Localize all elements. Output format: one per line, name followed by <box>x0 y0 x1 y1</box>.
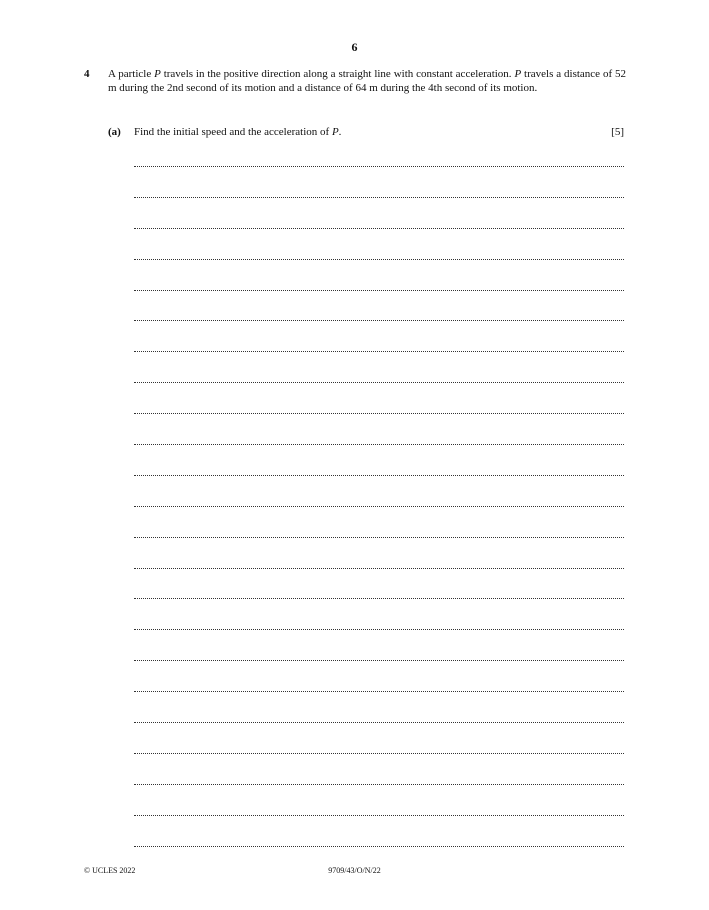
answer-line[interactable] <box>134 282 624 291</box>
page-number: 6 <box>351 40 358 54</box>
question-text-part-2: travels in the positive direction along a straight line with constant acceleration. <box>160 68 515 80</box>
answer-line[interactable] <box>134 374 624 383</box>
answer-line[interactable] <box>134 776 624 785</box>
question-number: 4 <box>84 68 90 80</box>
answer-line[interactable] <box>134 745 624 754</box>
answer-line[interactable] <box>134 590 624 599</box>
answer-line[interactable] <box>134 652 624 661</box>
question-text <box>108 68 626 95</box>
particle-variable: P <box>514 68 522 80</box>
question-text-part-3: travels a distance of 52 m during the 2nd second of its motion and a distance of 64 m during the 4th second of its motion. <box>108 68 626 94</box>
answer-line[interactable] <box>134 621 624 630</box>
particle-variable: P <box>154 68 161 80</box>
answer-line[interactable] <box>134 529 624 538</box>
answer-line[interactable] <box>134 343 624 352</box>
part-a-text-main: Find the initial speed and the acceleration of <box>134 126 332 138</box>
part-a-marks: [5] <box>611 126 624 138</box>
footer-copyright: © UCLES 2022 <box>84 866 136 875</box>
answer-line[interactable] <box>134 189 624 198</box>
answer-line[interactable] <box>134 467 624 476</box>
answer-line[interactable] <box>134 560 624 569</box>
answer-line[interactable] <box>134 807 624 816</box>
question-text-part-1: A particle <box>108 68 155 80</box>
answer-line[interactable] <box>134 683 624 692</box>
answer-line[interactable] <box>134 251 624 260</box>
answer-line[interactable] <box>134 838 624 847</box>
part-a-text-end: . <box>338 126 342 138</box>
answer-line[interactable] <box>134 405 624 414</box>
part-a-variable: P <box>331 126 339 138</box>
answer-line[interactable] <box>134 498 624 507</box>
part-a-text <box>134 126 341 138</box>
answer-line[interactable] <box>134 220 624 229</box>
answer-line[interactable] <box>134 436 624 445</box>
answer-line[interactable] <box>134 714 624 723</box>
answer-area[interactable] <box>134 158 624 868</box>
answer-line[interactable] <box>134 312 624 321</box>
footer-paper-code: 9709/43/O/N/22 <box>328 866 381 875</box>
answer-line[interactable] <box>134 158 624 167</box>
part-a-label: (a) <box>108 126 121 138</box>
